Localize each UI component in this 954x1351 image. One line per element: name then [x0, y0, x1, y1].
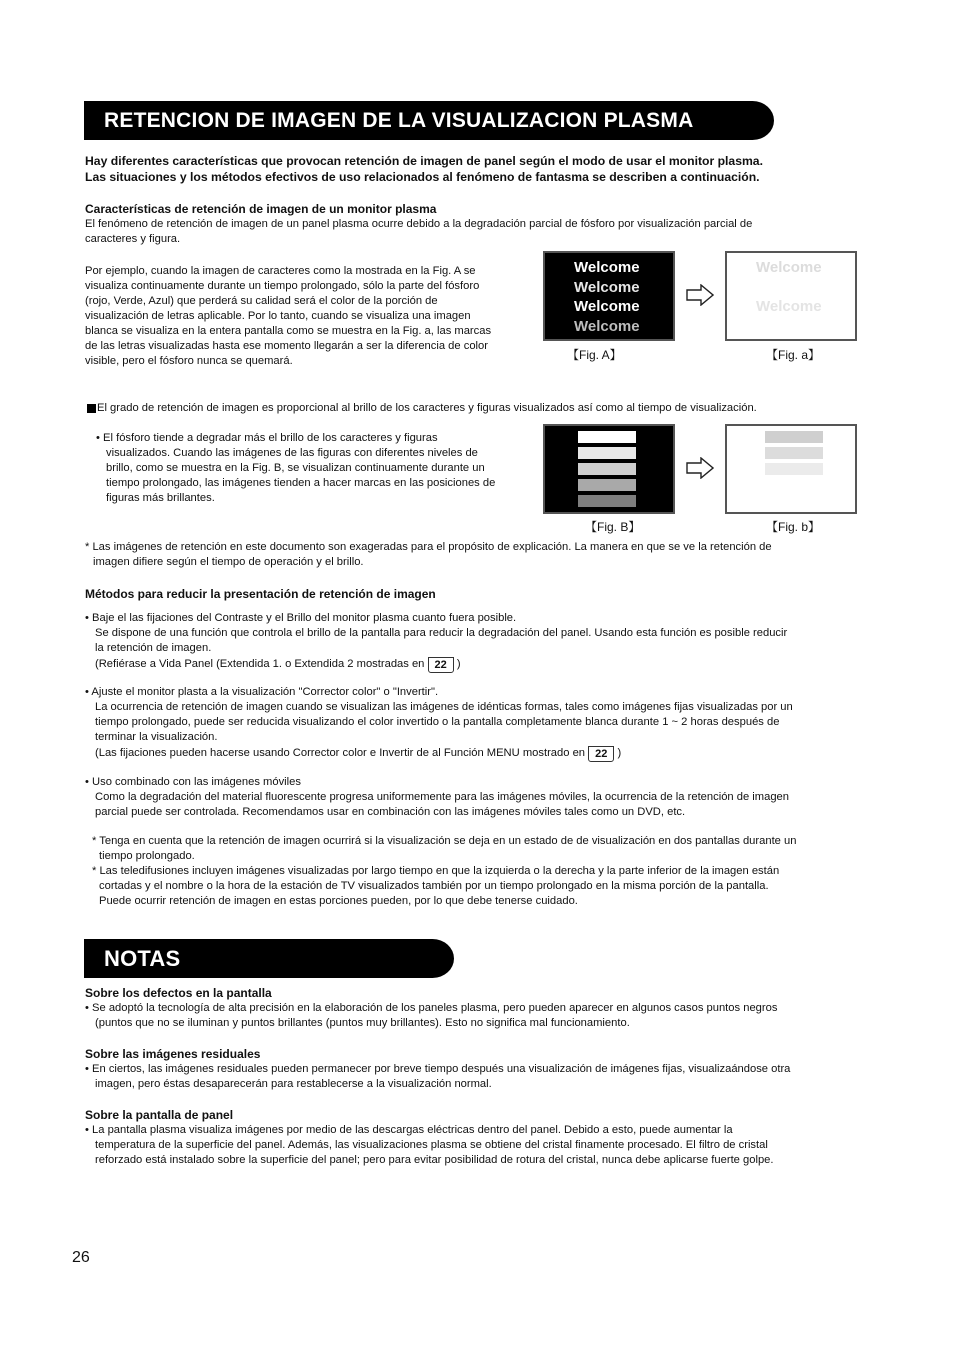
body-line: tiempo prolongado, puede ser reducida visualizando el color invertido o la pantalla completamente blanca durante 1 ~ 2 horas después de — [95, 716, 780, 728]
figure-a-lower-caption: 【Fig. a】 — [766, 348, 821, 362]
figure-b-lower-caption: 【Fig. b】 — [766, 520, 821, 534]
body-line: • Ajuste el monitor plasta a la visualización "Corrector color" o "Invertir". — [85, 686, 439, 698]
body-line: (puntos que no se iluminan y puntos brillantes (puntos muy brillantes). Esto no significa mal funcionamiento. — [95, 1017, 630, 1029]
body-line: de las letras visualizadas hasta ese momento llegarán a ser la diferencia de color — [85, 340, 488, 352]
brightness-bar — [578, 495, 636, 507]
body-line: Puede ocurrir retención de imagen en estas porciones pueden, por lo que debe tenerse cuidado. — [99, 895, 578, 907]
subsection-heading: Métodos para reducir la presentación de retención de imagen — [85, 587, 436, 601]
body-line: La ocurrencia de retención de imagen cuando se visualizan las imágenes de idénticas formas, tales como imágenes fijas visualizadas por un — [95, 701, 793, 713]
body-line: * Las imágenes de retención en este documento son exageradas para el propósito de explicación. La manera en que se ve la retención de — [85, 541, 772, 553]
subsection-heading: Características de retención de imagen de un monitor plasma — [85, 202, 437, 216]
figure-a-screen — [543, 251, 675, 341]
body-line: reforzado está instalado sobre la superficie del panel; pero para evitar posibilidad de rotura del cristal, nunca debe aplicarse fuerte golpe. — [95, 1154, 774, 1166]
body-line: El grado de retención de imagen es proporcional al brillo de los caracteres y figuras visualizados así como al tiempo de visualización. — [97, 402, 757, 414]
method-3 — [85, 775, 875, 820]
body-line: visualiza continuamente durante un tiempo prolongado, sólo la parte del fósforo — [85, 280, 480, 292]
page-number: 26 — [72, 1249, 90, 1266]
body-line: parcial puede ser controlada. Recomendamos usar en combinación con las imágenes móviles tales como un DVD, etc. — [95, 806, 686, 818]
body-line: Como la degradación del material fluorescente progresa uniformemente para las imágenes móviles, la ocurrencia de la retención de imagen — [95, 791, 790, 803]
degree-note — [87, 401, 887, 416]
reference-line — [85, 745, 875, 761]
welcome-ghost-text: Welcome — [756, 298, 822, 315]
subsection-heading: Sobre los defectos en la pantalla — [85, 986, 272, 1000]
brightness-bar — [578, 463, 636, 475]
reference-close: ) — [456, 658, 461, 670]
reference-text: (Refiérase a Vida Panel (Extendida 1. o Extendida 2 mostradas en — [95, 658, 425, 670]
body-line: • El fósforo tiende a degradar más el brillo de los caracteres y figuras — [96, 432, 438, 444]
section-title-banner — [84, 101, 774, 140]
figure-b-screen — [543, 424, 675, 514]
figure-b-caption: 【Fig. B】 — [585, 520, 641, 534]
body-line: imagen, pero éstas desaparecerán para restablecerse a la visualización normal. — [95, 1078, 492, 1090]
figure-b-lower-screen — [725, 424, 857, 514]
body-line: caracteres y figura. — [85, 233, 181, 245]
page-reference-22[interactable]: 22 — [588, 746, 614, 762]
arrow-right-icon — [686, 284, 714, 306]
body-line: temperatura de la superficie del panel. Además, las visualizaciones plasma se obtiene del cristal finamente procesado. El filtro de cristal — [95, 1139, 768, 1151]
body-line: visualizados. Cuando las imágenes de las figuras con diferentes niveles de — [106, 447, 478, 459]
body-line: brillo, como se muestra en la Fig. B, se visualizan continuamente durante un — [106, 462, 485, 474]
body-line: tiempo prolongado, las imágenes tienden a hacer marcas en las posiciones de — [106, 477, 496, 489]
body-line: Por ejemplo, cuando la imagen de caracteres como la mostrada en la Fig. A se — [85, 265, 476, 277]
body-line: visualización de letras aplicable. Por lo tanto, cuando se visualiza una imagen — [85, 310, 471, 322]
phosphor-paragraph — [96, 431, 536, 506]
body-line: figuras más brillantes. — [106, 492, 215, 504]
example-paragraph — [85, 264, 535, 369]
body-line: la retención de imagen. — [95, 642, 212, 654]
body-line: • Uso combinado con las imágenes móviles — [85, 776, 301, 788]
welcome-text: Welcome — [574, 317, 640, 335]
notes-block — [92, 834, 882, 909]
body-line: • Baje el las fijaciones del Contraste y el Brillo del monitor plasma cuanto fuera posible. — [85, 612, 517, 624]
intro-line: Hay diferentes características que provocan retención de imagen de panel según el modo de usar el monitor plasma. — [85, 154, 763, 168]
welcome-text: Welcome — [574, 259, 640, 276]
section-title: NOTAS — [104, 945, 181, 971]
subsection-heading: Sobre las imágenes residuales — [85, 1047, 261, 1061]
body-line: • La pantalla plasma visualiza imágenes por medio de las descargas eléctricas dentro del panel. Debido a esto, puede aumentar la — [85, 1124, 733, 1136]
section-title: RETENCION DE IMAGEN DE LA VISUALIZACION PLASMA — [104, 108, 694, 132]
welcome-text: Welcome — [574, 298, 640, 315]
notes-panel — [85, 1108, 875, 1168]
body-line: imagen difiere según el tiempo de operación y el brillo. — [93, 556, 364, 568]
exaggeration-note — [85, 540, 885, 570]
subsection-heading: Sobre la pantalla de panel — [85, 1108, 234, 1122]
body-line: terminar la visualización. — [95, 731, 218, 743]
reference-line — [85, 656, 875, 672]
method-2 — [85, 685, 875, 761]
intro-paragraph — [85, 153, 885, 185]
figure-a-caption: 【Fig. A】 — [567, 348, 622, 362]
body-line: blanca se visualiza en la entera pantalla como se muestra en la Fig. a, las marcas — [85, 325, 492, 337]
body-line: * Las teledifusiones incluyen imágenes visualizadas por largo tiempo en que la izquierda o la derecha y la parte inferior de la imagen están — [92, 865, 780, 877]
method-1 — [85, 611, 875, 672]
brightness-bar — [578, 447, 636, 459]
notes-defects — [85, 986, 875, 1031]
arrow-right-icon — [686, 457, 714, 479]
notes-title-banner — [84, 939, 454, 978]
body-line: Se dispone de una función que controla el brillo de la pantalla para reducir la degradación del panel. Usando esta función es posible reducir — [95, 627, 788, 639]
brightness-bar — [578, 479, 636, 491]
intro-line: Las situaciones y los métodos efectivos de uso relacionados al fenómeno de fantasma se describen a continuación. — [85, 170, 760, 184]
body-line: El fenómeno de retención de imagen de un panel plasma ocurre debido a la degradación parcial de fósforo por visualización parcial de — [85, 218, 753, 230]
ghost-bar — [765, 447, 823, 459]
welcome-ghost-text: Welcome — [756, 259, 822, 276]
body-line: (rojo, Verde, Azul) que perderá su calidad será el color de la porción de — [85, 295, 438, 307]
characteristics-block — [85, 202, 885, 247]
page-reference-22[interactable]: 22 — [428, 657, 454, 673]
body-line: visible, pero el fósforo nunca se quemará. — [85, 355, 293, 367]
ghost-bar — [765, 431, 823, 443]
body-line: • Se adoptó la tecnología de alta precisión en la elaboración de los paneles plasma, pero pueden aparecer en algunos casos puntos negros — [85, 1002, 778, 1014]
reference-text: (Las fijaciones pueden hacerse usando Corrector color e Invertir de al Función MENU mostrado en — [95, 747, 586, 759]
body-line: * Tenga en cuenta que la retención de imagen ocurrirá si la visualización se deja en un estado de de visualización en dos pantallas durante un — [92, 835, 797, 847]
figure-a-lower-screen — [725, 251, 857, 341]
body-line: tiempo prolongado. — [99, 850, 195, 862]
brightness-bar — [578, 431, 636, 443]
body-line: cortadas y el nombre o la hora de la estación de TV visualizados también por un tiempo prolongado en la misma porción de la pantalla. — [99, 880, 769, 892]
reference-close: ) — [617, 747, 622, 759]
square-bullet-icon — [87, 404, 96, 413]
notes-residual — [85, 1047, 875, 1092]
body-line: • En ciertos, las imágenes residuales pueden permanecer por breve tiempo después una visualización de imágenes fijas, visualizaándose otra — [85, 1063, 791, 1075]
welcome-text: Welcome — [574, 278, 640, 296]
ghost-bar — [765, 463, 823, 475]
